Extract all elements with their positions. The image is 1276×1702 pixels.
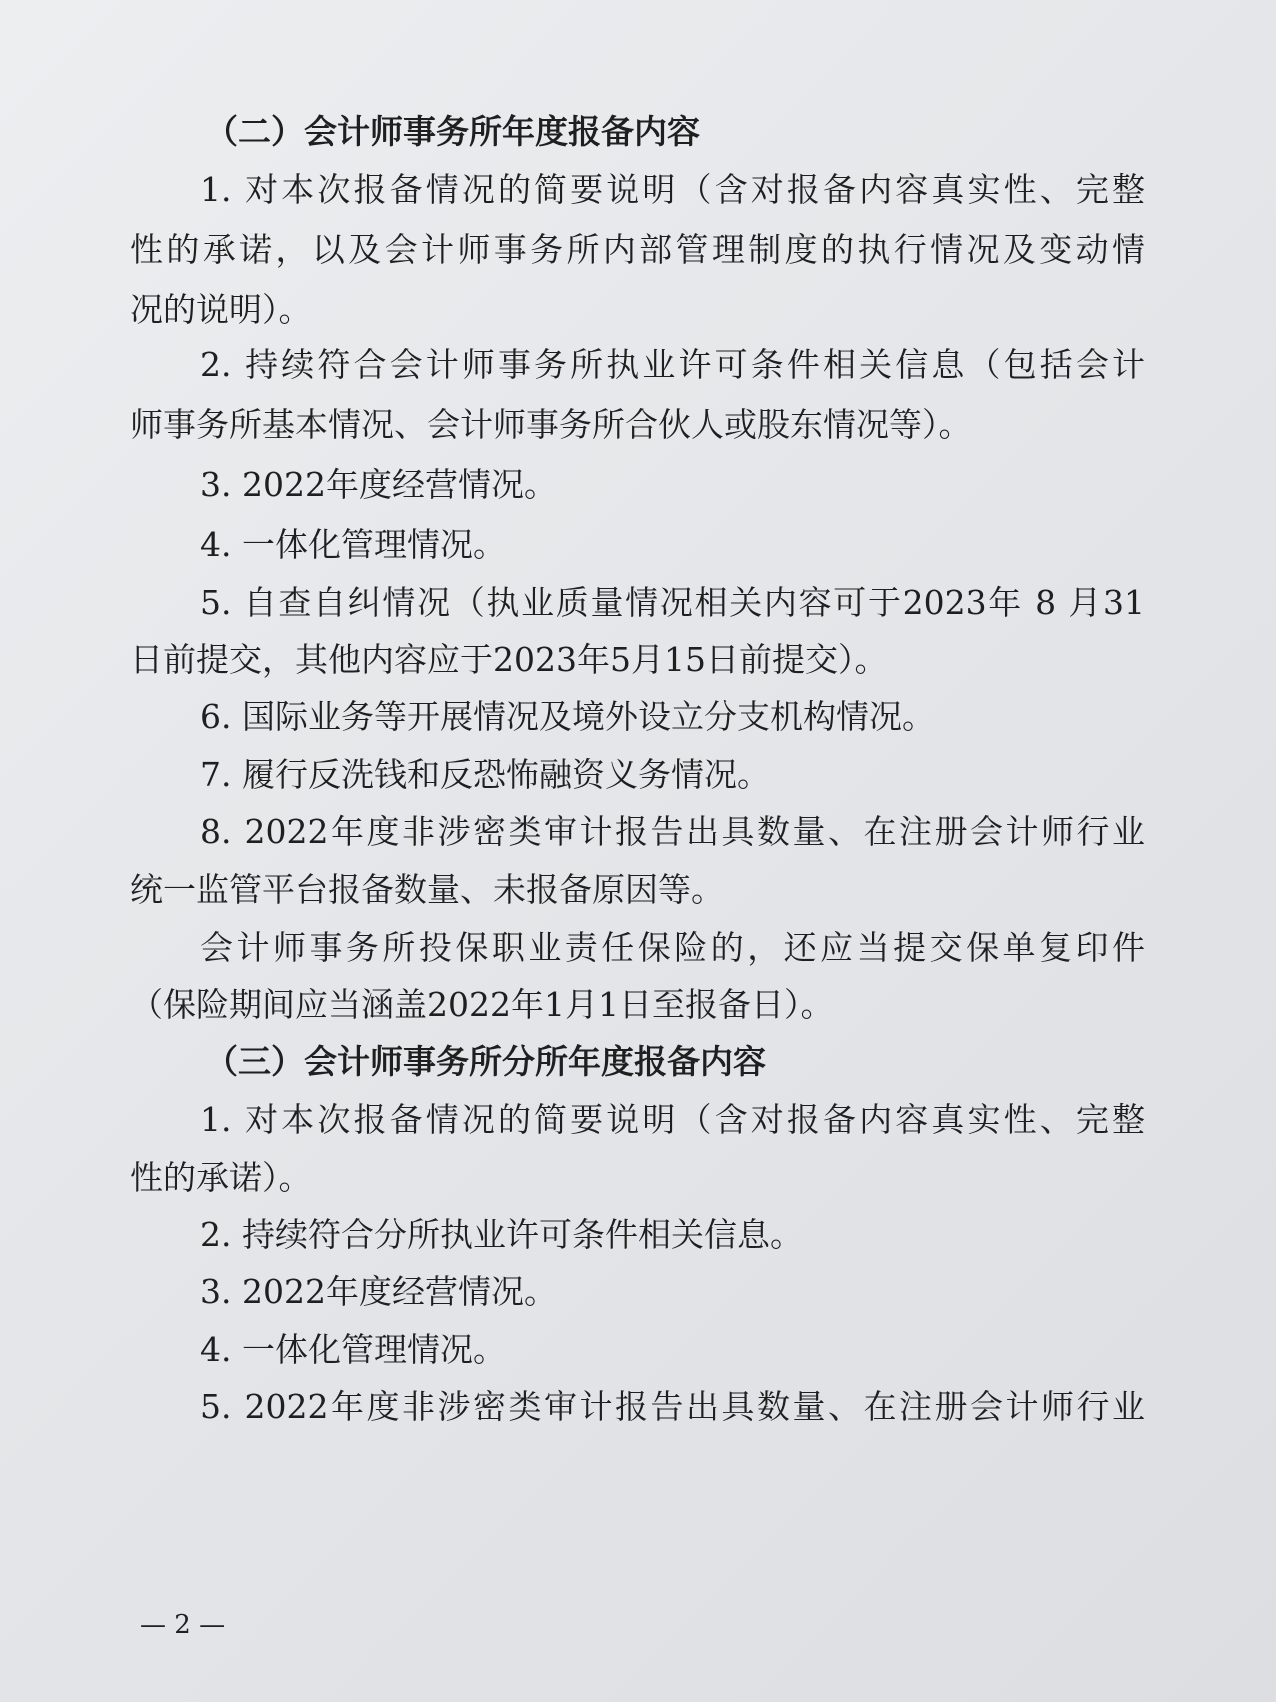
paragraph-line: 5. 2022年度非涉密类审计报告出具数量、在注册会计师行业 bbox=[200, 1387, 1145, 1426]
paragraph-line: 性的承诺，以及会计师事务所内部管理制度的执行情况及变动情 bbox=[130, 230, 1145, 269]
paragraph-line: 日前提交，其他内容应于2023年5月15日前提交）。 bbox=[130, 640, 888, 679]
paragraph-line: 师事务所基本情况、会计师事务所合伙人或股东情况等）。 bbox=[130, 405, 972, 444]
paragraph-line: 6. 国际业务等开展情况及境外设立分支机构情况。 bbox=[200, 697, 935, 736]
paragraph-line: 4. 一体化管理情况。 bbox=[200, 1330, 506, 1369]
paragraph-line: 2. 持续符合会计师事务所执业许可条件相关信息（包括会计 bbox=[200, 345, 1145, 384]
paragraph-line: 性的承诺）。 bbox=[130, 1158, 312, 1197]
section-3-heading: （三）会计师事务所分所年度报备内容 bbox=[205, 1042, 766, 1081]
paragraph-line: 5. 自查自纠情况（执业质量情况相关内容可于2023年 8 月31 bbox=[200, 583, 1145, 622]
paragraph-line: 3. 2022年度经营情况。 bbox=[200, 465, 557, 504]
paragraph-line: 8. 2022年度非涉密类审计报告出具数量、在注册会计师行业 bbox=[200, 812, 1145, 851]
paragraph-line: 7. 履行反洗钱和反恐怖融资义务情况。 bbox=[200, 755, 770, 794]
paragraph-line: 统一监管平台报备数量、未报备原因等。 bbox=[130, 870, 724, 909]
paragraph-line: 1. 对本次报备情况的简要说明（含对报备内容真实性、完整 bbox=[200, 1100, 1145, 1139]
paragraph-line: 2. 持续符合分所执业许可条件相关信息。 bbox=[200, 1215, 803, 1254]
paragraph-line: 1. 对本次报备情况的简要说明（含对报备内容真实性、完整 bbox=[200, 170, 1145, 209]
paragraph-line: 4. 一体化管理情况。 bbox=[200, 525, 506, 564]
paragraph-line: （保险期间应当涵盖2022年1月1日至报备日）。 bbox=[130, 985, 834, 1024]
paragraph-line: 3. 2022年度经营情况。 bbox=[200, 1272, 557, 1311]
section-2-heading: （二）会计师事务所年度报备内容 bbox=[205, 112, 700, 151]
page-number: — 2 — bbox=[140, 1610, 226, 1640]
paragraph-line: 会计师事务所投保职业责任保险的，还应当提交保单复印件 bbox=[200, 928, 1145, 967]
paragraph-line: 况的说明）。 bbox=[130, 290, 312, 329]
